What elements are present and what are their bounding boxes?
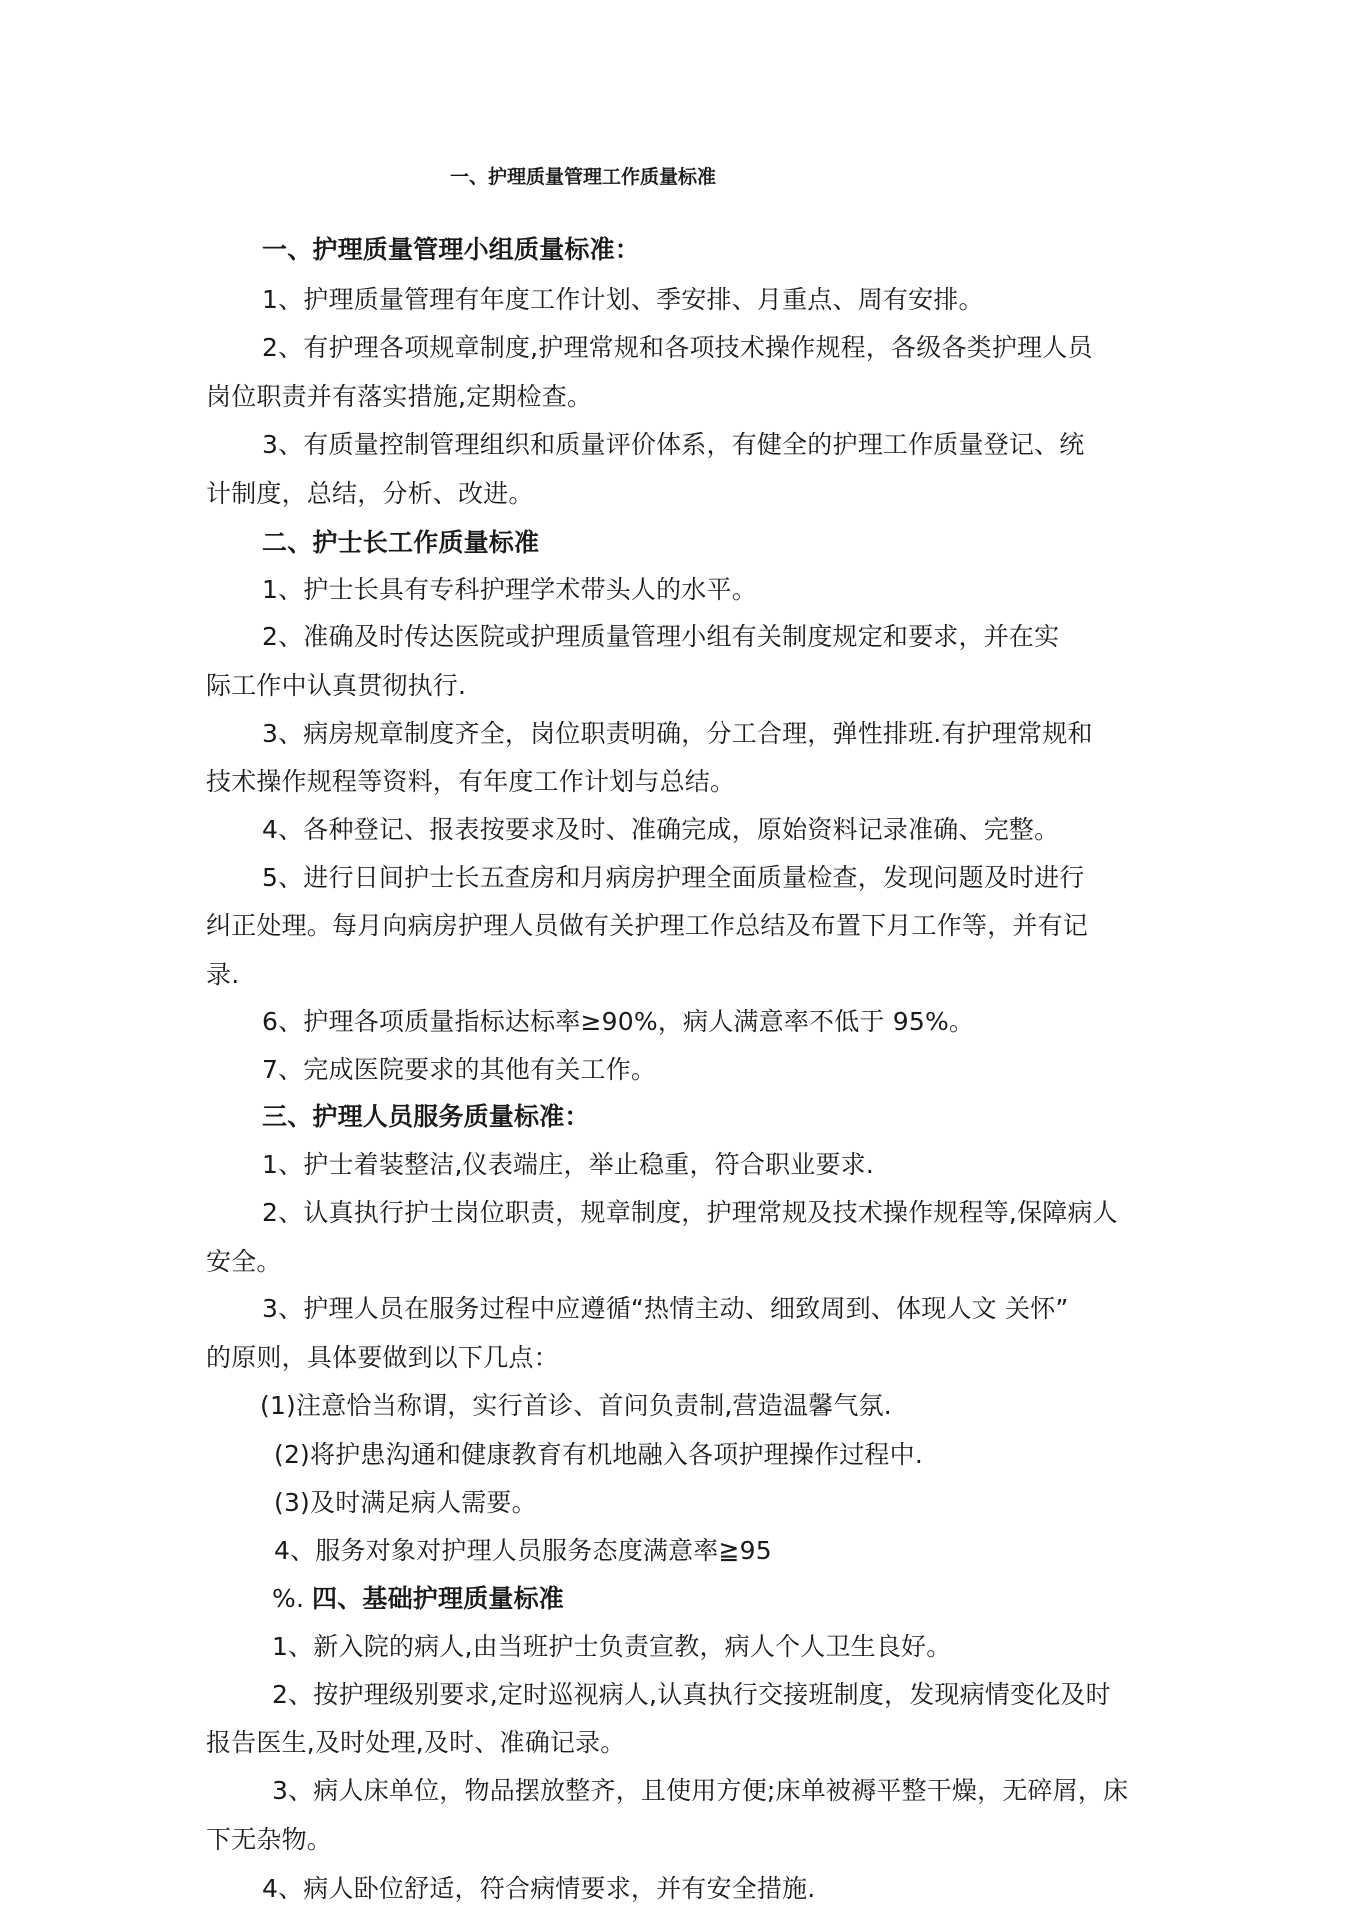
paragraph-line: 技术操作规程等资料，有年度工作计划与总结。 xyxy=(206,767,736,796)
document-title: 一、护理质量管理工作质量标准 xyxy=(450,166,717,188)
section-heading-4: 四、基础护理质量标准 xyxy=(312,1584,565,1613)
paragraph-line: 2、认真执行护士岗位职责，规章制度，护理常规及技术操作规程等,保障病人 xyxy=(262,1198,1118,1227)
paragraph-line: 3、有质量控制管理组织和质量评价体系，有健全的护理工作质量登记、统 xyxy=(262,430,1085,459)
paragraph-line: %. xyxy=(272,1584,305,1613)
section-heading-1: 一、护理质量管理小组质量标准： xyxy=(262,235,641,264)
paragraph-line: 3、病人床单位，物品摆放整齐，且使用方便;床单被褥平整干燥，无碎屑，床 xyxy=(272,1776,1129,1805)
paragraph-line: 1、新入院的病人,由当班护士负责宣教，病人个人卫生良好。 xyxy=(272,1632,952,1661)
paragraph-line: 1、护士着装整洁,仪表端庄，举止稳重，符合职业要求. xyxy=(262,1150,875,1179)
paragraph-line: 计制度，总结，分析、改进。 xyxy=(206,479,534,508)
section-heading-3: 三、护理人员服务质量标准： xyxy=(262,1102,590,1131)
paragraph-line: 2、按护理级别要求,定时巡视病人,认真执行交接班制度，发现病情变化及时 xyxy=(272,1680,1111,1709)
paragraph-line: 1、护士长具有专科护理学术带头人的水平。 xyxy=(262,575,757,604)
paragraph-line: 1、护理质量管理有年度工作计划、季安排、月重点、周有安排。 xyxy=(262,285,984,314)
paragraph-line: 4、服务对象对护理人员服务态度满意率≧95 xyxy=(274,1536,772,1565)
paragraph-line: 4、各种登记、报表按要求及时、准确完成，原始资料记录准确、完整。 xyxy=(262,815,1060,844)
section-heading-2: 二、护士长工作质量标准 xyxy=(262,528,540,557)
paragraph-line: 4、病人卧位舒适，符合病情要求，并有安全措施. xyxy=(262,1874,816,1903)
paragraph-line: 录. xyxy=(206,960,240,989)
paragraph-line: 的原则，具体要做到以下几点： xyxy=(206,1343,559,1372)
paragraph-line: 安全。 xyxy=(206,1247,282,1276)
paragraph-line: 2、有护理各项规章制度,护理常规和各项技术操作规程，各级各类护理人员 xyxy=(262,333,1093,362)
paragraph-line: 际工作中认真贯彻执行. xyxy=(206,671,467,700)
paragraph-line: 2、准确及时传达医院或护理质量管理小组有关制度规定和要求，并在实 xyxy=(262,622,1060,651)
paragraph-line: 6、护理各项质量指标达标率≥90%，病人满意率不低于 95%。 xyxy=(262,1007,975,1036)
paragraph-line: 岗位职责并有落实措施,定期检查。 xyxy=(206,382,593,411)
paragraph-line: 5、进行日间护士长五查房和月病房护理全面质量检查，发现问题及时进行 xyxy=(262,863,1085,892)
paragraph-line: (3)及时满足病人需要。 xyxy=(274,1488,537,1517)
paragraph-line: 下无杂物。 xyxy=(206,1825,333,1854)
paragraph-line: (1)注意恰当称谓，实行首诊、首问负责制,营造温馨气氛. xyxy=(260,1391,892,1420)
paragraph-line: 7、完成医院要求的其他有关工作。 xyxy=(262,1055,657,1084)
paragraph-line: (2)将护患沟通和健康教育有机地融入各项护理操作过程中. xyxy=(274,1440,923,1469)
paragraph-line: 3、护理人员在服务过程中应遵循“热情主动、细致周到、体现人文 关怀” xyxy=(262,1294,1069,1323)
paragraph-line: 3、病房规章制度齐全，岗位职责明确，分工合理，弹性排班.有护理常规和 xyxy=(262,719,1093,748)
paragraph-line: 纠正处理。每月向病房护理人员做有关护理工作总结及布置下月工作等，并有记 xyxy=(206,911,1089,940)
paragraph-line: 报告医生,及时处理,及时、准确记录。 xyxy=(206,1728,626,1757)
